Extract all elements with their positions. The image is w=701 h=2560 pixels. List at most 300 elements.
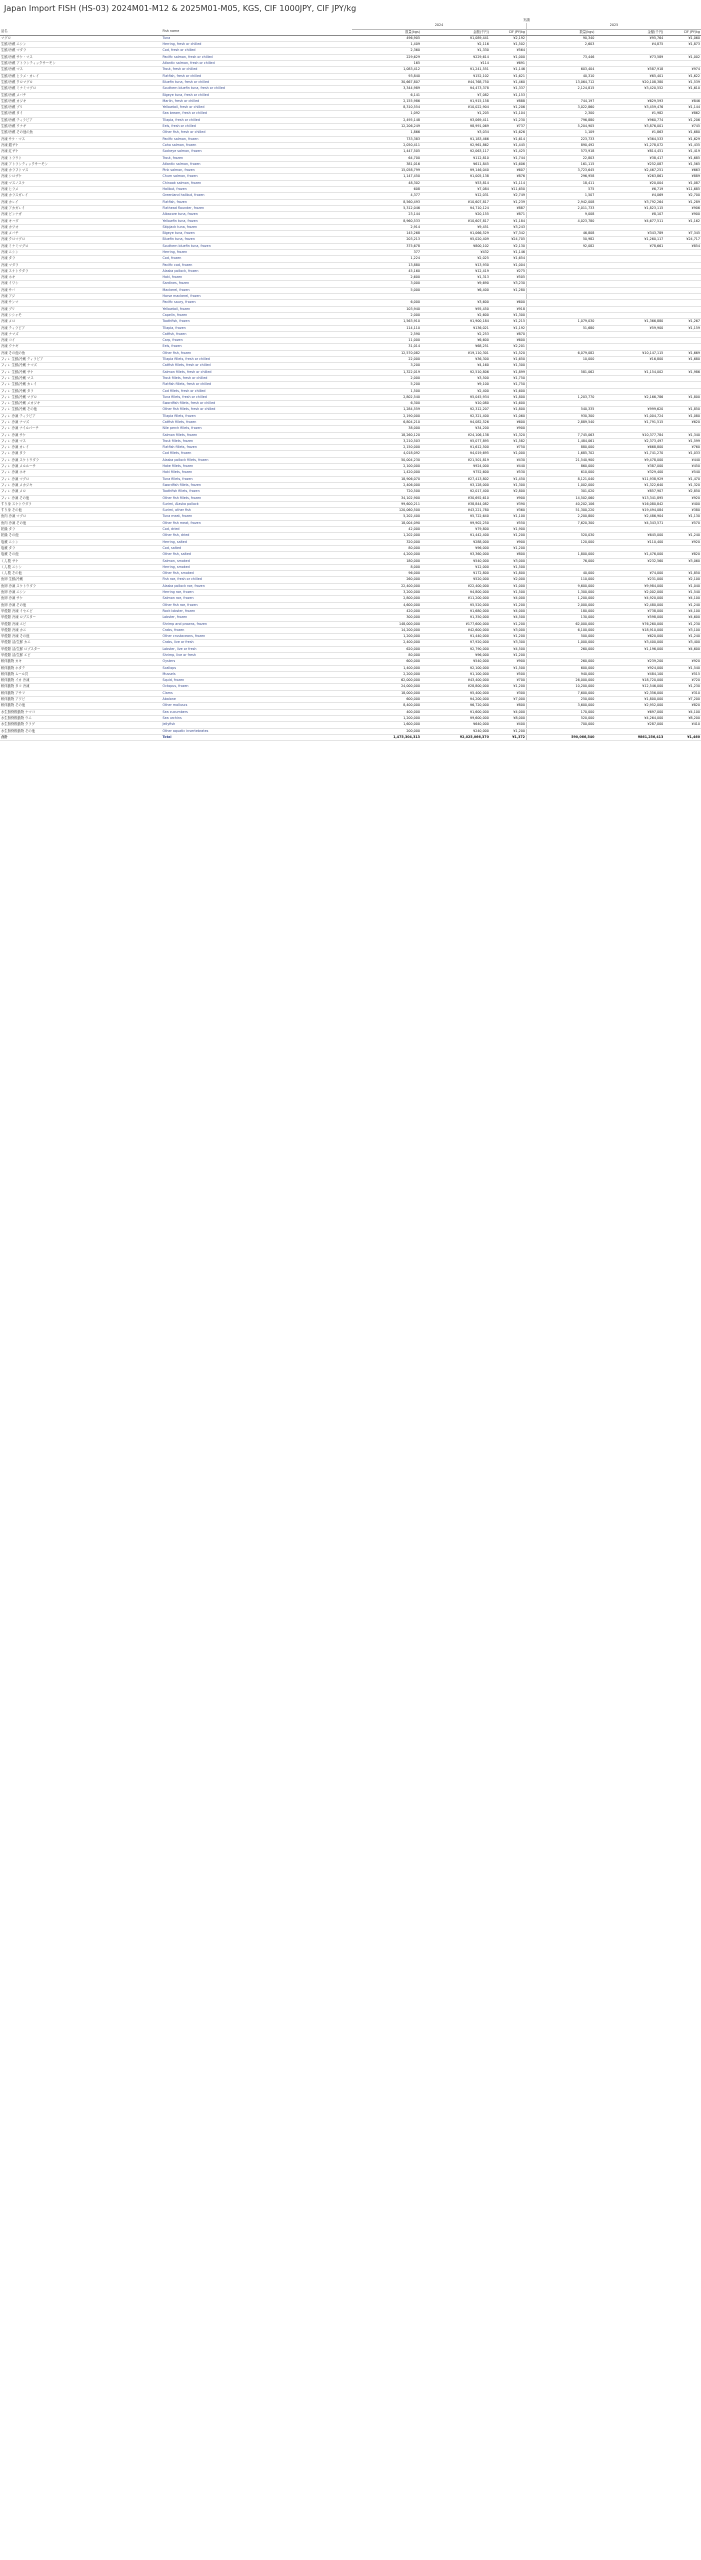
cell-value-2025: ¥239,200: [595, 659, 664, 665]
cell-name-en: Alaska pollock fillets, frozen: [162, 457, 353, 463]
cell-value-2024: ¥19,110,301: [421, 350, 490, 356]
cell-qty-2025: 26,000,000: [526, 678, 595, 684]
cell-name-en: Carp, frozen: [162, 338, 353, 344]
cell-unit-2025: ¥1,159: [664, 325, 701, 331]
cell-name-en: Other fish, fresh or chilled: [162, 130, 353, 136]
cell-qty-2024: 2,800,000: [352, 596, 421, 602]
cell-name-en: Catfish fillets, frozen: [162, 420, 353, 426]
cell-qty-2024: 1,563,910: [352, 319, 421, 325]
cell-name-en: Mussels: [162, 671, 353, 677]
cell-unit-2024: ¥3,243: [490, 224, 527, 230]
cell-value-2024: ¥53,814: [421, 180, 490, 186]
cell-qty-2025: 890,492: [526, 142, 595, 148]
cell-value-2025: ¥4,677,511: [595, 218, 664, 224]
cell-name-jp: 軟体動物 アサリ: [0, 690, 162, 696]
cell-name-en: Flatfish, frozen: [162, 199, 353, 205]
table-body: [0, 35, 701, 734]
cell-qty-2024: 1,447,505: [352, 149, 421, 155]
cell-unit-2024: ¥2,000: [490, 577, 527, 583]
cell-qty-2025: 260,000: [526, 659, 595, 665]
cell-name-jp: 生鮮/冷蔵 クロマグロ: [0, 79, 162, 85]
cell-value-2024: ¥112,810: [421, 155, 490, 161]
cell-name-en: Octopus, frozen: [162, 684, 353, 690]
cell-name-en: Squid, frozen: [162, 678, 353, 684]
cell-qty-2024: 5,312,046: [352, 205, 421, 211]
cell-name-en: Other fish fillets, frozen: [162, 495, 353, 501]
cell-unit-2024: ¥1,626: [490, 130, 527, 136]
total-qty-2025: 590,066,540: [526, 734, 595, 740]
cell-name-en: Bigeye tuna, frozen: [162, 231, 353, 237]
cell-name-jp: 魚卵 冷凍 スケトウダラ: [0, 583, 162, 589]
cell-value-2024: ¥2,961,862: [421, 142, 490, 148]
cell-qty-2024: 2,400,000: [352, 640, 421, 646]
cell-value-2024: ¥3,500: [421, 375, 490, 381]
cell-name-en: Herring, salted: [162, 539, 353, 545]
cell-name-jp: フィレ 冷凍 ナマズ: [0, 420, 162, 426]
cell-qty-2024: 45,160: [352, 268, 421, 274]
cell-unit-2024: ¥1,500: [490, 665, 527, 671]
cell-qty-2024: 1,420,000: [352, 470, 421, 476]
cell-name-en: Catfish, frozen: [162, 331, 353, 337]
cell-value-2024: ¥42,600,000: [421, 627, 490, 633]
cell-name-jp: 冷凍 紅ザケ: [0, 149, 162, 155]
cell-value-2024: ¥9,600,000: [421, 715, 490, 721]
cell-value-2025: ¥12,546,000: [595, 684, 664, 690]
cell-qty-2025: 10,000: [526, 357, 595, 363]
cell-unit-2025: ¥1,320: [664, 482, 701, 488]
cell-unit-2025: ¥1,162: [664, 218, 701, 224]
cell-qty-2024: 6,804,210: [352, 420, 421, 426]
cell-unit-2024: ¥530: [490, 470, 527, 476]
cell-unit-2024: ¥3,230: [490, 281, 527, 287]
cell-name-en: Shrimp and prawns, frozen: [162, 621, 353, 627]
cell-qty-2024: 50,004,230: [352, 457, 421, 463]
cell-unit-2024: ¥871: [490, 212, 527, 218]
cell-name-jp: 冷凍 その他の魚: [0, 350, 162, 356]
cell-qty-2025: 296,958: [526, 174, 595, 180]
cell-name-jp: 冷凍 スケトウダラ: [0, 268, 162, 274]
cell-unit-2024: ¥430: [490, 457, 527, 463]
cell-value-2025: ¥16,800: [595, 357, 664, 363]
cell-unit-2024: ¥1,104: [490, 111, 527, 117]
cell-name-jp: 冷凍 ウナギ: [0, 344, 162, 350]
cell-name-en: Scallops: [162, 665, 353, 671]
cell-name-jp: 水生無脊椎動物 その他: [0, 728, 162, 734]
cell-name-jp: 軟体動物 イカ 冷凍: [0, 678, 162, 684]
cell-name-en: Pacific salmon, fresh or chilled: [162, 54, 353, 60]
cell-unit-2024: ¥1,215: [490, 319, 527, 325]
cell-value-2024: ¥1,600,000: [421, 709, 490, 715]
cell-value-2024: ¥95,450: [421, 306, 490, 312]
cell-name-jp: 軟体動物 ムール貝: [0, 671, 162, 677]
cell-value-2024: ¥288,000: [421, 539, 490, 545]
column-header-unit-2025: CIF JPY/kg: [664, 29, 701, 35]
cell-unit-2024: ¥1,606: [490, 161, 527, 167]
cell-unit-2025: ¥4,100: [664, 596, 701, 602]
cell-name-en: Sea cucumbers: [162, 709, 353, 715]
cell-value-2024: ¥114: [421, 61, 490, 67]
cell-name-jp: くん製 その他: [0, 571, 162, 577]
cell-unit-2025: ¥1,435: [664, 142, 701, 148]
cell-value-2025: ¥13,341,895: [595, 495, 664, 501]
cell-value-2025: ¥11,938,929: [595, 476, 664, 482]
cell-name-jp: 冷凍 サバ: [0, 287, 162, 293]
cell-qty-2025: 46,808: [526, 231, 595, 237]
cell-name-en: Alaska pollock roe, frozen: [162, 583, 353, 589]
cell-value-2024: ¥22,400,000: [421, 583, 490, 589]
total-unit-2025: ¥1,460: [664, 734, 701, 740]
cell-name-en: Lobster, live or fresh: [162, 646, 353, 652]
cell-qty-2024: 165: [352, 61, 421, 67]
cell-value-2024: ¥1,313: [421, 275, 490, 281]
cell-unit-2025: ¥1,267: [664, 319, 701, 325]
cell-value-2024: ¥10,607,817: [421, 199, 490, 205]
cell-unit-2025: ¥540: [664, 470, 701, 476]
cell-value-2024: ¥4,710,124: [421, 205, 490, 211]
cell-unit-2025: ¥4,100: [664, 709, 701, 715]
cell-qty-2025: 9,008: [526, 212, 595, 218]
cell-name-en: Hoki, frozen: [162, 275, 353, 281]
cell-unit-2025: ¥1,002: [664, 54, 701, 60]
cell-name-jp: 生鮮/冷蔵 ブリ: [0, 105, 162, 111]
cell-unit-2024: ¥2,201: [490, 344, 527, 350]
cell-name-jp: 冷凍 サケ・マス: [0, 136, 162, 142]
cell-name-en: Yellowfin tuna, frozen: [162, 218, 353, 224]
cell-qty-2024: 22,400,000: [352, 583, 421, 589]
cell-unit-2025: ¥1,622: [664, 73, 701, 79]
cell-value-2024: ¥800,102: [421, 243, 490, 249]
cell-value-2024: ¥4,200,000: [421, 697, 490, 703]
cell-value-2025: ¥20,004: [595, 180, 664, 186]
cell-value-2025: ¥4,343,571: [595, 520, 664, 526]
cell-qty-2025: 2,000,000: [526, 602, 595, 608]
cell-value-2024: ¥1,205: [421, 111, 490, 117]
cell-unit-2025: ¥720: [664, 678, 701, 684]
cell-unit-2024: ¥1,800: [490, 571, 527, 577]
cell-name-en: Cod fillets, fresh or chilled: [162, 388, 353, 394]
cell-name-en: Pacific saury, frozen: [162, 300, 353, 306]
cell-unit-2025: ¥1,873: [664, 42, 701, 48]
cell-name-jp: フィレ 生鮮/冷蔵 タラ: [0, 388, 162, 394]
cell-value-2025: ¥1,260,117: [595, 237, 664, 243]
cell-name-en: Capelin, frozen: [162, 312, 353, 318]
cell-name-jp: 冷凍 マダラ: [0, 262, 162, 268]
cell-qty-2024: 375,678: [352, 243, 421, 249]
cell-name-jp: フィレ 冷凍 カレイ: [0, 445, 162, 451]
cell-value-2025: ¥1,476,000: [595, 552, 664, 558]
cell-qty-2024: 377: [352, 249, 421, 255]
cell-unit-2024: ¥550: [490, 520, 527, 526]
cell-name-en: Coho salmon, frozen: [162, 142, 353, 148]
cell-unit-2025: ¥1,539: [664, 79, 701, 85]
cell-qty-2025: 610,000: [526, 470, 595, 476]
cell-name-jp: 塩蔵 ニシン: [0, 539, 162, 545]
cell-qty-2025: 1,203,770: [526, 394, 595, 400]
cell-name-en: Hoki fillets, frozen: [162, 470, 353, 476]
column-header-qty-2025: 数量(kgs): [526, 29, 595, 35]
cell-unit-2025: ¥1,080: [664, 413, 701, 419]
cell-value-2024: ¥1,089,441: [421, 35, 490, 41]
cell-qty-2024: 24,000,000: [352, 684, 421, 690]
cell-value-2024: ¥6,600: [421, 338, 490, 344]
page-title: Japan Import FISH (HS-03) 2024M01-M12 & 2025M01-M05, KGS, CIF 1000JPY, CIF JPY/kg: [4, 4, 357, 13]
cell-unit-2024: ¥1,004: [490, 262, 527, 268]
cell-value-2024: ¥2,321,400: [421, 413, 490, 419]
cell-qty-2024: 31,014: [352, 344, 421, 350]
cell-unit-2025: ¥820: [664, 552, 701, 558]
cell-unit-2024: ¥1,582: [490, 438, 527, 444]
cell-value-2024: ¥2,600: [421, 312, 490, 318]
cell-unit-2025: ¥1,540: [664, 665, 701, 671]
cell-value-2025: ¥9,984,000: [595, 583, 664, 589]
cell-name-jp: フィレ 生鮮/冷蔵 マグロ: [0, 394, 162, 400]
cell-qty-2024: 8,400,000: [352, 703, 421, 709]
cell-unit-2024: ¥564: [490, 48, 527, 54]
cell-name-en: Other fish meat, frozen: [162, 520, 353, 526]
cell-unit-2024: ¥1,750: [490, 382, 527, 388]
cell-name-jp: 生鮮/冷蔵 マス: [0, 67, 162, 73]
cell-unit-2025: ¥515: [664, 671, 701, 677]
cell-name-jp: 冷凍 カレイ: [0, 199, 162, 205]
cell-qty-2024: 8,000: [352, 564, 421, 570]
cell-qty-2025: 2,889,540: [526, 420, 595, 426]
cell-unit-2024: ¥1,800: [490, 394, 527, 400]
cell-qty-2025: 3,723,645: [526, 168, 595, 174]
cell-name-jp: 冷凍 アカガレイ: [0, 205, 162, 211]
cell-unit-2025: ¥745: [664, 124, 701, 130]
cell-name-en: Nile perch fillets, frozen: [162, 426, 353, 432]
cell-unit-2025: ¥1,033: [664, 451, 701, 457]
cell-value-2024: ¥3,600: [421, 300, 490, 306]
cell-unit-2024: ¥1,445: [490, 142, 527, 148]
cell-name-jp: 冷凍 メロ: [0, 319, 162, 325]
cell-value-2024: ¥5,722,640: [421, 514, 490, 520]
cell-name-en: Flatfish fillets, frozen: [162, 445, 353, 451]
cell-name-en: Oysters: [162, 659, 353, 665]
cell-qty-2024: 80,000: [352, 545, 421, 551]
cell-value-2024: ¥9,451: [421, 224, 490, 230]
cell-value-2024: ¥1,005,138: [421, 174, 490, 180]
cell-value-2024: ¥9,146,040: [421, 168, 490, 174]
cell-value-2025: ¥598,000: [595, 615, 664, 621]
cell-qty-2025: 130,000: [526, 615, 595, 621]
total-name-en: Total: [162, 734, 353, 740]
cell-value-2025: ¥73,589: [595, 54, 664, 60]
cell-value-2025: ¥76,260,000: [595, 621, 664, 627]
cell-name-jp: 冷凍 ナマズ: [0, 331, 162, 337]
cell-value-2025: ¥20,108,380: [595, 79, 664, 85]
cell-name-jp: 冷凍 ティラピア: [0, 325, 162, 331]
cell-value-2025: ¥924,000: [595, 665, 664, 671]
cell-value-2024: ¥4,160: [421, 363, 490, 369]
cell-name-en: Alaska pollock, frozen: [162, 268, 353, 274]
cell-value-2024: ¥1,183,466: [421, 136, 490, 142]
cell-unit-2024: ¥1,200: [490, 684, 527, 690]
cell-unit-2025: ¥1,206: [664, 117, 701, 123]
cell-value-2025: ¥65,401: [595, 73, 664, 79]
cell-value-2025: ¥3,792,264: [595, 199, 664, 205]
cell-qty-2025: 4,023,780: [526, 218, 595, 224]
cell-unit-2025: ¥1,986: [664, 369, 701, 375]
cell-qty-2024: 13,880: [352, 262, 421, 268]
cell-value-2024: ¥5,520,000: [421, 602, 490, 608]
cell-value-2025: ¥1,791,515: [595, 420, 664, 426]
cell-name-jp: 冷凍 マスノスケ: [0, 180, 162, 186]
cell-value-2025: ¥1,196,000: [595, 646, 664, 652]
total-value-2024: ¥2,025,066,370: [421, 734, 490, 740]
cell-unit-2024: ¥1,200: [490, 602, 527, 608]
cell-value-2025: ¥1,366,880: [595, 319, 664, 325]
cell-unit-2025: ¥570: [664, 520, 701, 526]
cell-value-2025: ¥668,800: [595, 445, 664, 451]
cell-value-2025: ¥587,918: [595, 67, 664, 73]
cell-qty-2024: 1,092: [352, 111, 421, 117]
cell-name-jp: フィレ 冷凍 その他: [0, 495, 162, 501]
cell-qty-2024: 22,000: [352, 357, 421, 363]
cell-unit-2025: ¥920: [664, 539, 701, 545]
cell-name-en: Fish roe, fresh or chilled: [162, 577, 353, 583]
cell-name-jp: 冷凍 タラ: [0, 256, 162, 262]
cell-value-2024: ¥611,845: [421, 161, 490, 167]
cell-value-2025: ¥263,861: [595, 174, 664, 180]
cell-qty-2024: 80,000: [352, 652, 421, 658]
cell-unit-2025: ¥846: [664, 98, 701, 104]
total-row: [0, 734, 701, 740]
cell-qty-2025: 603,404: [526, 67, 595, 73]
cell-unit-2024: ¥1,600: [490, 401, 527, 407]
cell-qty-2024: 3,210,503: [352, 438, 421, 444]
cell-value-2024: ¥8,991,069: [421, 124, 490, 130]
cell-unit-2024: ¥1,114: [490, 180, 527, 186]
cell-value-2025: ¥1,823,115: [595, 205, 664, 211]
cell-name-jp: 冷凍 カツオ: [0, 224, 162, 230]
cell-name-en: Crabs, live or fresh: [162, 640, 353, 646]
cell-name-jp: 甲殻類 活/生鮮 エビ: [0, 652, 162, 658]
cell-name-en: Jellyfish: [162, 722, 353, 728]
cell-unit-2025: ¥862: [664, 111, 701, 117]
cell-name-jp: 冷凍 サンマ: [0, 300, 162, 306]
header-year-2025: 2025: [526, 23, 701, 29]
cell-qty-2024: 4,600,000: [352, 602, 421, 608]
cell-value-2025: ¥2,002,000: [595, 590, 664, 596]
cell-unit-2024: ¥1,450: [490, 476, 527, 482]
cell-qty-2024: 260,000: [352, 577, 421, 583]
cell-qty-2024: 3,200: [352, 363, 421, 369]
cell-name-jp: 冷凍 カラスガレイ: [0, 193, 162, 199]
cell-unit-2024: ¥876: [490, 174, 527, 180]
cell-qty-2024: 18,004,090: [352, 520, 421, 526]
cell-name-jp: フィレ 冷凍 スケトウダラ: [0, 457, 162, 463]
header-year-2024: 2024: [352, 23, 526, 29]
cell-qty-2024: 38,000: [352, 426, 421, 432]
cell-name-en: Clams: [162, 690, 353, 696]
cell-unit-2025: ¥1,599: [664, 438, 701, 444]
cell-value-2024: ¥1,680,000: [421, 608, 490, 614]
cell-qty-2024: 148,000,000: [352, 621, 421, 627]
cell-unit-2024: ¥1,744: [490, 155, 527, 161]
cell-qty-2025: 250,000: [526, 697, 595, 703]
cell-name-en: Flathead flounder, frozen: [162, 205, 353, 211]
cell-unit-2024: ¥1,900: [490, 527, 527, 533]
cell-value-2024: ¥5,077,895: [421, 438, 490, 444]
cell-unit-2024: ¥887: [490, 205, 527, 211]
cell-qty-2024: 1,200,000: [352, 634, 421, 640]
cell-name-en: Toothfish fillets, frozen: [162, 489, 353, 495]
cell-value-2025: ¥38,417: [595, 155, 664, 161]
cell-unit-2024: ¥300: [490, 690, 527, 696]
cell-value-2025: ¥110,400: [595, 539, 664, 545]
cell-qty-2025: 1,002,000: [526, 482, 595, 488]
cell-value-2024: ¥34,200: [421, 426, 490, 432]
cell-qty-2025: 1,109: [526, 130, 595, 136]
cell-name-en: Surimi, Alaska pollock: [162, 501, 353, 507]
cell-unit-2025: ¥8,200: [664, 715, 701, 721]
cell-value-2024: ¥152,102: [421, 73, 490, 79]
cell-value-2024: ¥20,155: [421, 212, 490, 218]
cell-unit-2024: ¥1,520: [490, 350, 527, 356]
cell-qty-2024: 4,377: [352, 193, 421, 199]
cell-qty-2025: 260,000: [526, 646, 595, 652]
cell-unit-2024: ¥900: [490, 495, 527, 501]
cell-qty-2024: 103,940: [352, 306, 421, 312]
cell-unit-2024: ¥900: [490, 539, 527, 545]
cell-value-2024: ¥43,400,000: [421, 678, 490, 684]
cell-value-2024: ¥13,930: [421, 262, 490, 268]
cell-unit-2024: ¥1,425: [490, 149, 527, 155]
cell-unit-2025: ¥4,600: [664, 646, 701, 652]
cell-unit-2025: ¥450: [664, 464, 701, 470]
cell-value-2025: ¥3,420,552: [595, 86, 664, 92]
cell-qty-2024: 400,000: [352, 709, 421, 715]
cell-name-jp: 冷凍 ヒラメ: [0, 187, 162, 193]
cell-qty-2024: 64,700: [352, 155, 421, 161]
cell-value-2024: ¥12,000: [421, 564, 490, 570]
cell-unit-2025: ¥760: [664, 445, 701, 451]
cell-qty-2025: 744,197: [526, 98, 595, 104]
cell-unit-2025: ¥3,100: [664, 627, 701, 633]
cell-unit-2024: ¥1,654: [490, 256, 527, 262]
cell-qty-2024: 11,000: [352, 338, 421, 344]
cell-name-en: Other aquatic invertebrates: [162, 728, 353, 734]
cell-qty-2024: 2,495,148: [352, 117, 421, 123]
cell-value-2025: ¥252,087: [595, 161, 664, 167]
cell-qty-2025: 930,300: [526, 413, 595, 419]
cell-value-2024: ¥96,000: [421, 545, 490, 551]
cell-name-jp: フィレ 生鮮/冷蔵 メカジキ: [0, 401, 162, 407]
total-qty-2024: 1,475,304,313: [352, 734, 421, 740]
cell-value-2024: ¥6,400: [421, 287, 490, 293]
cell-qty-2024: 12,206,249: [352, 124, 421, 130]
cell-qty-2025: 2,300: [526, 111, 595, 117]
cell-qty-2024: 720,500: [352, 489, 421, 495]
cell-name-jp: マグロ: [0, 35, 162, 41]
cell-name-jp: 生鮮/冷蔵 マダラ: [0, 48, 162, 54]
cell-name-en: Yellowtail, frozen: [162, 306, 353, 312]
cell-qty-2024: 1,500: [352, 388, 421, 394]
cell-qty-2024: 15,058,799: [352, 168, 421, 174]
cell-name-jp: フィレ 生鮮/冷蔵 ナマズ: [0, 363, 162, 369]
cell-unit-2024: ¥888: [490, 98, 527, 104]
cell-unit-2024: ¥1,200: [490, 652, 527, 658]
cell-name-en: Trout, frozen: [162, 155, 353, 161]
cell-unit-2024: ¥3,000: [490, 627, 527, 633]
cell-qty-2024: 8,310,554: [352, 105, 421, 111]
cell-name-en: Shrimp, live or fresh: [162, 652, 353, 658]
cell-name-jp: 軟体動物 タコ 冷凍: [0, 684, 162, 690]
cell-unit-2025: ¥1,680: [664, 130, 701, 136]
cell-value-2024: ¥7,920,000: [421, 640, 490, 646]
cell-value-2025: ¥960,774: [595, 117, 664, 123]
